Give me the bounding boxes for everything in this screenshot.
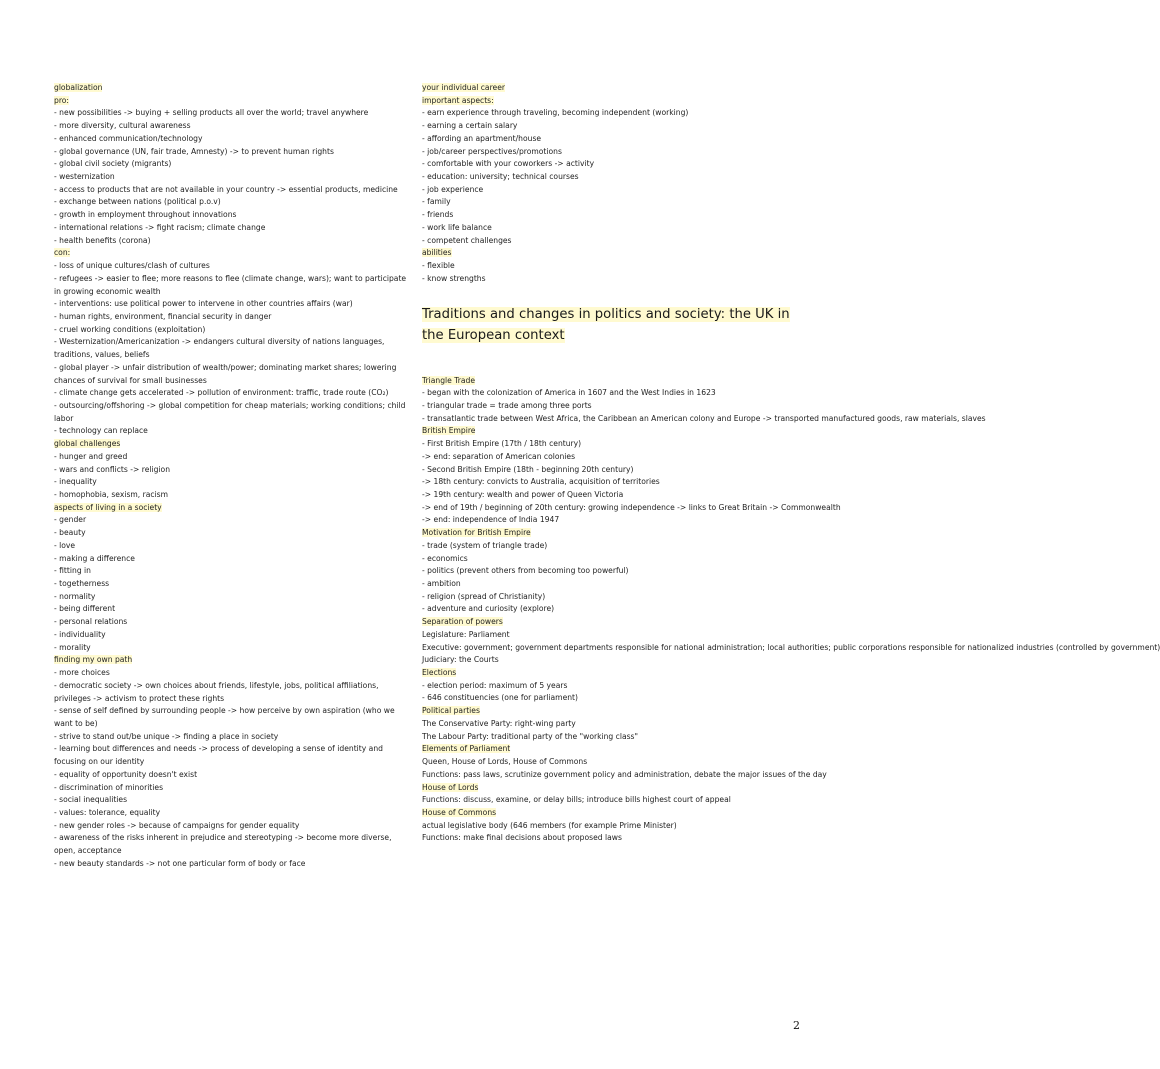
note-text: - work life balance: [422, 222, 492, 232]
note-line: [54, 362, 410, 387]
note-text: The Labour Party: traditional party of the "working class": [422, 731, 639, 741]
note-line: [422, 120, 792, 133]
note-line: [54, 794, 410, 807]
note-text: - gender: [54, 515, 87, 525]
note-line: [54, 184, 410, 197]
note-text: - outsourcing/offshoring -> global competition for cheap materials; working conditions; child labor: [54, 400, 406, 423]
note-text: -> end of 19th / beginning of 20th century: growing independence -> links to Great Britain -> Commonwealth: [422, 502, 841, 512]
note-line: [422, 171, 792, 184]
section-label-text: Political parties: [422, 706, 480, 716]
note-text: - job/career perspectives/promotions: [422, 146, 562, 156]
note-text: - westernization: [54, 172, 115, 182]
note-text: - new beauty standards -> not one particular form of body or face: [54, 858, 306, 868]
note-text: - sense of self defined by surrounding people -> how perceive by own aspiration (who we want to be): [54, 706, 395, 728]
note-line: [54, 667, 410, 680]
note-line: [54, 514, 410, 527]
left-column: [54, 82, 410, 871]
note-text: - friends: [422, 210, 454, 220]
section-label-text: abilities: [422, 248, 452, 258]
section-heading-block: [422, 304, 792, 347]
note-line: [54, 146, 410, 159]
note-text: -> 19th century: wealth and power of Queen Victoria: [422, 489, 624, 499]
note-line: [54, 705, 410, 730]
note-line: [422, 146, 792, 159]
section-label: [422, 375, 792, 388]
section-label: [422, 782, 792, 795]
note-line: [422, 184, 792, 197]
note-text: - religion (spread of Christianity): [422, 591, 546, 601]
note-line: [422, 578, 792, 591]
note-line: [54, 553, 410, 566]
note-line: [422, 680, 792, 693]
note-line: [54, 260, 410, 273]
note-text: - morality: [54, 642, 91, 652]
note-text: - ambition: [422, 579, 461, 588]
section-label-text: Motivation for British Empire: [422, 528, 531, 538]
section-label-text: House of Commons: [422, 807, 497, 817]
note-text: - cruel working conditions (exploitation): [54, 324, 206, 334]
note-text: - know strengths: [422, 273, 486, 283]
note-line: [422, 464, 792, 477]
note-line: [422, 832, 792, 845]
note-line: [54, 400, 410, 425]
note-line: [422, 553, 792, 566]
career-section: [422, 82, 792, 286]
note-line: [422, 769, 827, 782]
section-label: [422, 743, 792, 756]
note-text: The Conservative Party: right-wing party: [422, 718, 576, 728]
note-text: -> end: separation of American colonies: [422, 451, 576, 461]
note-text: Executive: government; government departments responsible for national administration; local authorities; public corporations responsible for nationalized industries (controlled by government): [422, 642, 1160, 652]
section-label-text: con:: [54, 248, 71, 258]
section-label: [54, 438, 410, 451]
note-line: [422, 235, 792, 248]
note-line: [54, 476, 410, 489]
note-text: - competent challenges: [422, 235, 512, 245]
politics-section: [422, 375, 1160, 846]
note-line: [422, 413, 986, 426]
note-line: [422, 133, 792, 146]
note-line: [54, 222, 410, 235]
note-line: [422, 718, 792, 731]
section-heading: Traditions and changes in politics and society: the UK in the European context: [422, 306, 790, 343]
note-line: [422, 692, 792, 705]
note-line: [422, 629, 792, 642]
note-text: - affording an apartment/house: [422, 133, 542, 143]
right-column: [422, 82, 1160, 845]
note-text: - strive to stand out/be unique -> finding a place in society: [54, 731, 279, 741]
note-text: - refugees -> easier to flee; more reasons to flee (climate change, wars); want to participate in growing economic wealth: [54, 273, 407, 296]
note-line: [54, 540, 410, 553]
note-text: - homophobia, sexism, racism: [54, 490, 169, 499]
section-label: [422, 95, 792, 108]
note-text: -> 18th century: convicts to Australia, acquisition of territories: [422, 477, 660, 487]
note-text: Functions: discuss, examine, or delay bills; introduce bills highest court of appeal: [422, 795, 731, 805]
note-text: - beauty: [54, 528, 86, 538]
note-text: - economics: [422, 553, 468, 563]
note-text: - human rights, environment, financial security in danger: [54, 311, 272, 321]
note-line: [422, 400, 792, 413]
note-text: - togetherness: [54, 579, 110, 589]
note-line: [54, 616, 410, 629]
note-text: - climate change gets accelerated -> pollution of environment: traffic, trade route (CO₂): [54, 388, 389, 398]
note-text: - Westernization/Americanization -> endangers cultural diversity of nations languages, traditions, values, beliefs: [54, 337, 385, 360]
note-line: [422, 514, 792, 527]
section-label: [422, 807, 792, 820]
note-line: [54, 807, 410, 820]
page-number: 2: [793, 1019, 800, 1032]
note-line: [54, 324, 410, 337]
note-text: - new gender roles -> because of campaigns for gender equality: [54, 820, 300, 830]
note-line: [54, 158, 410, 171]
note-text: - politics (prevent others from becoming too powerful): [422, 566, 629, 576]
section-label-text: House of Lords: [422, 782, 479, 792]
note-line: [54, 273, 410, 298]
note-line: [54, 629, 410, 642]
note-text: - earning a certain salary: [422, 121, 518, 131]
note-text: - Second British Empire (18th - beginning 20th century): [422, 464, 634, 474]
section-label: [54, 502, 410, 515]
note-line: [54, 820, 410, 833]
note-text: - normality: [54, 591, 96, 601]
note-text: - individuality: [54, 629, 106, 639]
note-text: - comfortable with your coworkers -> activity: [422, 159, 595, 169]
note-line: [54, 858, 410, 871]
section-label-text: aspects of living in a society: [54, 502, 162, 512]
section-label-text: British Empire: [422, 426, 476, 436]
note-text: - family: [422, 197, 451, 207]
note-line: [54, 782, 410, 795]
note-text: - more choices: [54, 668, 110, 678]
note-text: - job experience: [422, 184, 484, 194]
note-text: - new possibilities -> buying + selling products all over the world; travel anywhere: [54, 108, 369, 118]
note-line: [54, 743, 410, 768]
section-label-text: important aspects:: [422, 95, 494, 105]
note-text: - exchange between nations (political p.o.v): [54, 197, 221, 207]
note-line: [54, 731, 410, 744]
note-text: - 646 constituencies (one for parliament): [422, 693, 578, 703]
note-text: - making a difference: [54, 553, 135, 563]
note-line: [54, 336, 410, 361]
note-line: [54, 527, 410, 540]
note-text: - triangular trade = trade among three ports: [422, 400, 592, 410]
note-line: [54, 196, 410, 209]
note-line: [422, 540, 792, 553]
note-text: - democratic society -> own choices about friends, lifestyle, jobs, political affiliations, privileges -> activism to protect these rights: [54, 680, 379, 703]
note-line: [422, 451, 792, 464]
note-line: [422, 489, 792, 502]
note-text: - global player -> unfair distribution of wealth/power; dominating market shares; lowering chances of survival for small businesses: [54, 362, 397, 385]
note-text: - began with the colonization of America in 1607 and the West Indies in 1623: [422, 388, 716, 398]
note-text: Functions: pass laws, scrutinize government policy and administration, debate the major issues of the day: [422, 769, 827, 779]
note-text: Functions: make final decisions about proposed laws: [422, 833, 622, 843]
note-text: - election period: maximum of 5 years: [422, 680, 568, 690]
section-label: [54, 95, 410, 108]
section-label-text: globalization: [54, 83, 103, 92]
note-line: [54, 642, 410, 655]
section-label: [422, 425, 792, 438]
note-text: Queen, House of Lords, House of Commons: [422, 757, 588, 767]
note-text: -> end: independence of India 1947: [422, 515, 560, 525]
note-line: [422, 387, 792, 400]
section-label-text: finding my own path: [54, 655, 133, 665]
note-line: [422, 756, 792, 769]
note-line: [54, 298, 410, 311]
section-label-text: Separation of powers: [422, 617, 503, 627]
note-text: - education: university; technical courses: [422, 172, 579, 182]
note-text: - health benefits (corona): [54, 235, 151, 245]
note-text: - inequality: [54, 477, 97, 487]
note-text: - love: [54, 540, 76, 550]
note-line: [54, 591, 410, 604]
section-label-text: Triangle Trade: [422, 375, 476, 385]
note-line: [422, 654, 792, 667]
section-label: [54, 82, 410, 95]
section-label: [422, 667, 792, 680]
note-line: [54, 387, 410, 400]
note-line: [54, 578, 410, 591]
note-line: [54, 680, 410, 705]
note-line: [54, 107, 410, 120]
note-text: Legislature: Parliament: [422, 629, 510, 639]
note-line: [54, 451, 410, 464]
note-text: - discrimination of minorities: [54, 782, 164, 792]
note-line: [54, 311, 410, 324]
note-line: [422, 107, 792, 120]
section-label: [422, 616, 792, 629]
note-line: [54, 464, 410, 477]
note-text: - personal relations: [54, 617, 128, 627]
section-label: [422, 527, 792, 540]
section-label-text: global challenges: [54, 439, 121, 449]
note-line: [54, 603, 410, 616]
note-line: [422, 502, 841, 515]
note-line: [422, 794, 792, 807]
note-text: - awareness of the risks inherent in prejudice and stereotyping -> become more diverse, open, acceptance: [54, 833, 392, 856]
note-line: [422, 642, 1160, 655]
note-text: - trade (system of triangle trade): [422, 540, 548, 550]
note-text: - earn experience through traveling, becoming independent (working): [422, 108, 689, 118]
note-text: - loss of unique cultures/clash of cultures: [54, 261, 210, 271]
note-line: [54, 425, 410, 438]
note-text: - technology can replace: [54, 426, 148, 436]
note-text: - being different: [54, 604, 116, 614]
section-label-text: Elements of Parliament: [422, 744, 511, 754]
note-text: actual legislative body (646 members (for example Prime Minister): [422, 820, 677, 830]
note-text: - global governance (UN, fair trade, Amnesty) -> to prevent human rights: [54, 146, 334, 156]
note-text: - values: tolerance, equality: [54, 807, 161, 817]
note-text: - adventure and curiosity (explore): [422, 604, 555, 614]
note-line: [422, 438, 792, 451]
section-label-text: pro:: [54, 95, 69, 105]
section-label-text: your individual career: [422, 83, 506, 92]
section-label: [422, 247, 792, 260]
note-text: - wars and conflicts -> religion: [54, 464, 171, 474]
note-line: [422, 731, 792, 744]
note-line: [54, 235, 410, 248]
note-text: - transatlantic trade between West Africa, the Caribbean an American colony and Europe -> transported manufactured goods, raw materials, slaves: [422, 413, 986, 423]
note-line: [422, 591, 792, 604]
note-line: [422, 273, 792, 286]
note-line: [422, 565, 792, 578]
note-line: [54, 832, 410, 857]
note-text: - flexible: [422, 261, 455, 271]
note-line: [422, 209, 792, 222]
section-label: [422, 705, 792, 718]
note-line: [422, 820, 792, 833]
note-text: - social inequalities: [54, 795, 128, 805]
note-line: [54, 565, 410, 578]
note-line: [54, 133, 410, 146]
note-text: - international relations -> fight racism; climate change: [54, 222, 266, 232]
note-text: - more diversity, cultural awareness: [54, 121, 191, 131]
section-label: [54, 247, 410, 260]
note-line: [422, 222, 792, 235]
section-label-text: Elections: [422, 668, 457, 678]
note-text: - fitting in: [54, 566, 91, 576]
note-line: [54, 489, 410, 502]
note-line: [54, 171, 410, 184]
note-line: [422, 196, 792, 209]
note-text: - growth in employment throughout innovations: [54, 210, 237, 220]
note-line: [422, 158, 792, 171]
note-line: [54, 209, 410, 222]
note-text: - hunger and greed: [54, 451, 128, 461]
note-text: - enhanced communication/technology: [54, 133, 203, 143]
note-line: [54, 120, 410, 133]
note-line: [422, 260, 792, 273]
section-label: [422, 82, 792, 95]
note-text: - interventions: use political power to intervene in other countries affairs (war): [54, 299, 353, 309]
note-text: - global civil society (migrants): [54, 159, 172, 169]
note-line: [422, 603, 792, 616]
note-line: [54, 769, 410, 782]
note-text: - learning bout differences and needs -> process of developing a sense of identity and focusing on our identity: [54, 744, 383, 767]
note-text: Judiciary: the Courts: [422, 655, 499, 665]
note-text: - First British Empire (17th / 18th century): [422, 439, 582, 449]
note-text: - equality of opportunity doesn't exist: [54, 769, 198, 779]
note-line: [422, 476, 792, 489]
section-label: [54, 654, 410, 667]
note-text: - access to products that are not available in your country -> essential products, medicine: [54, 184, 398, 194]
